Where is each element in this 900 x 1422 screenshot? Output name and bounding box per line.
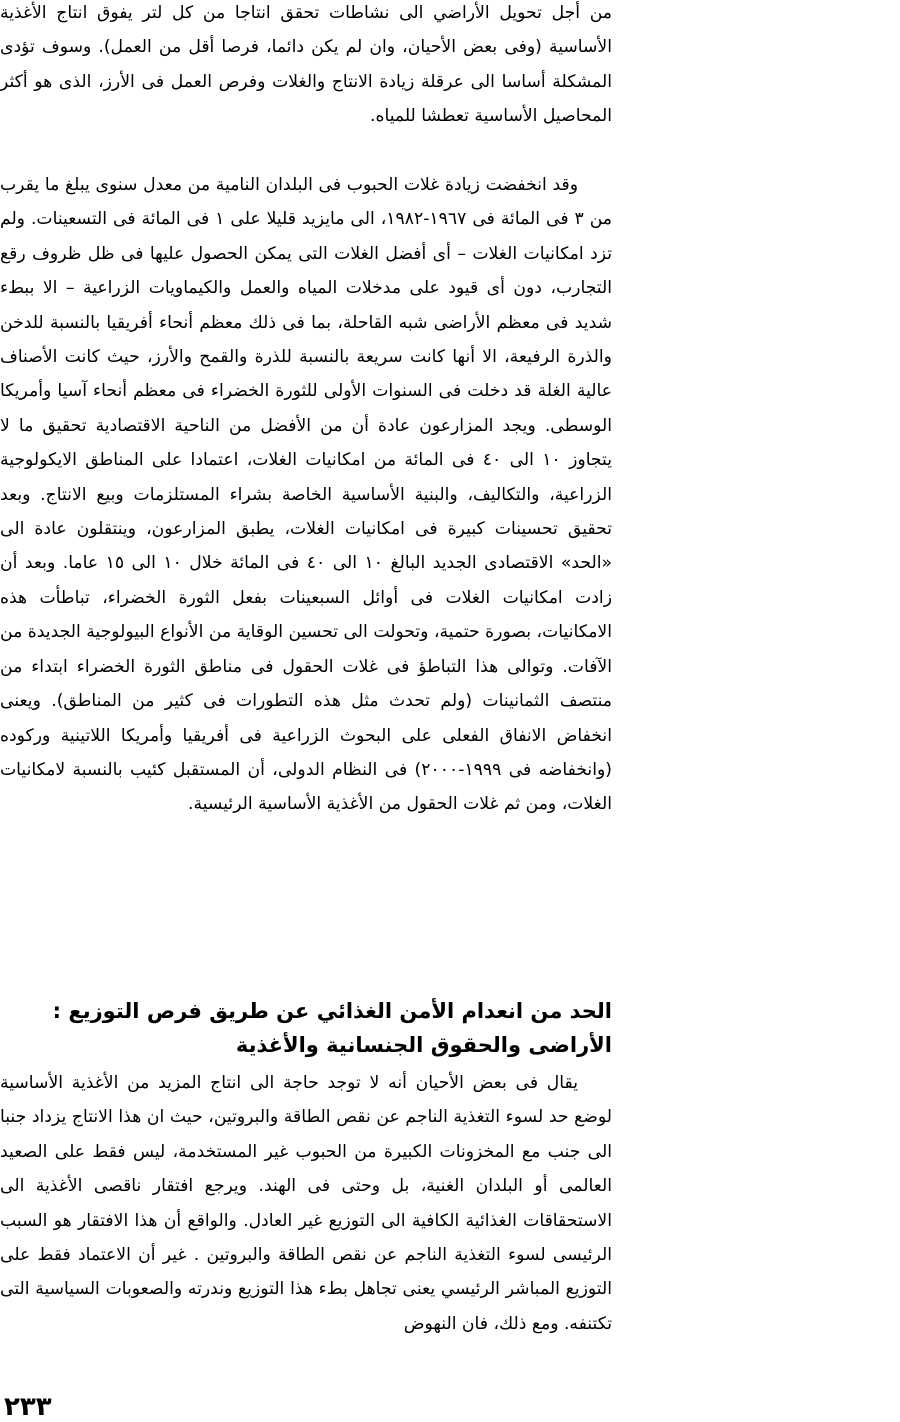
paragraph-2: وقد انخفضت زيادة غلات الحبوب فى البلدان النامية من معدل سنوى يبلغ ما يقرب من ٣ فى المائة فى ١٩٦٧-١٩٨٢، الى مايزيد قليلا على ١ فى المائة فى التسعينات. ولم تزد امكانيات الغلات – أى أفضل الغلات التى يمكن الحصول عليها فى ظل ظروف رقع التجارب، دون أى قيود على مدخلات المياه والعمل والكيماويات الزراعية – الا ببطء شديد فى معظم الأراضى شبه القاحلة، بما فى ذلك معظم أنحاء أفريقيا بالنسبة للدخن والذرة الرفيعة، الا أنها كانت سريعة بالنسبة للذرة والقمح والأرز، حيث كانت الأصناف عالية الغلة قد دخلت فى السنوات الأولى للثورة الخضراء فى معظم أنحاء آسيا وأمريكا الوسطى. ويجد المزارعون عادة أن من الأفضل من الناحية الاقتصادية تحقيق ما لا يتجاوز ١٠ الى ٤٠ فى المائة من امكانيات الغلات، اعتمادا على المناطق الايكولوجية الزراعية، والتكاليف، والبنية الأساسية الخاصة بشراء المستلزمات وبيع الانتاج. وبعد تحقيق تحسينات كبيرة فى امكانيات الغلات، يطبق المزارعون، وينتقلون عادة الى «الحد» الاقتصادى الجديد البالغ ١٠ الى ٤٠ فى المائة خلال ١٠ الى ١٥ عاما. وبعد أن زادت امكانيات الغلات فى أوائل السبعينات بفعل الثورة الخضراء، تباطأت هذه الامكانيات، بصورة حتمية، وتحولت الى تحسين الوقاية من الأنواع البيولوجية الجديدة من الآفات. وتوالى هذا التباطؤ فى غلات الحقول فى مناطق الثورة الخضراء ابتداء من منتصف الثمانينات (ولم تحدث مثل هذه التطورات فى كثير من المناطق). ويعنى انخفاض الانفاق الفعلى على البحوث الزراعية فى أفريقيا وأمريكا اللاتينية وركوده (وانخفاضه فى ١٩٩٩-٢٠٠٠) فى النظام الدولى، أن المستقبل كئيب بالنسبة لامكانيات الغلات، ومن ثم غلات الحقول من الأغذية الأساسية الرئيسية. [0, 175, 613, 815]
paragraph-3: يقال فى بعض الأحيان أنه لا توجد حاجة الى انتاج المزيد من الأغذية الأساسية لوضع حد لسوء التغذية الناجم عن نقص الطاقة والبروتين، حيث ان هذا الانتاج يزداد جنبا الى جنب مع المخزونات الكبيرة من الحبوب غير المستخدمة، ليس فقط على الصعيد العالمى أو البلدان الغنية، بل وحتى فى الهند. ويرجع افتقار ناقصى الأغذية الى الاستحقاقات الغذائية الكافية الى التوزيع غير العادل. والواقع أن هذا الافتقار هو السبب الرئيسى لسوء التغذية الناجم عن نقص الطاقة والبروتين . غير أن الاعتماد فقط على التوزيع المباشر الرئيسي يعنى تجاهل بطء هذا التوزيع وندرته والصعوبات السياسية التى تكتنفه. ومع ذلك، فان النهوض [0, 1073, 612, 1334]
section-heading: الحد من انعدام الأمن الغذائي عن طريق فرص التوزيع : الأراضى والحقوق الجنسانية والأغذية [52, 999, 612, 1057]
page-number: ٢٣٣ [4, 1392, 52, 1422]
paragraph-1: من أجل تحويل الأراضي الى نشاطات تحقق انتاجا من كل لتر يفوق انتاج الأغذية الأساسية (وفى بعض الأحيان، وان لم يكن دائما، فرصا أقل من العمل). وسوف تؤدى المشكلة أساسا الى عرقلة زيادة الانتاج والغلات وفرص العمل فى الأرز، الذى هو أكثر المحاصيل الأساسية تعطشا للمياه. [0, 3, 612, 127]
